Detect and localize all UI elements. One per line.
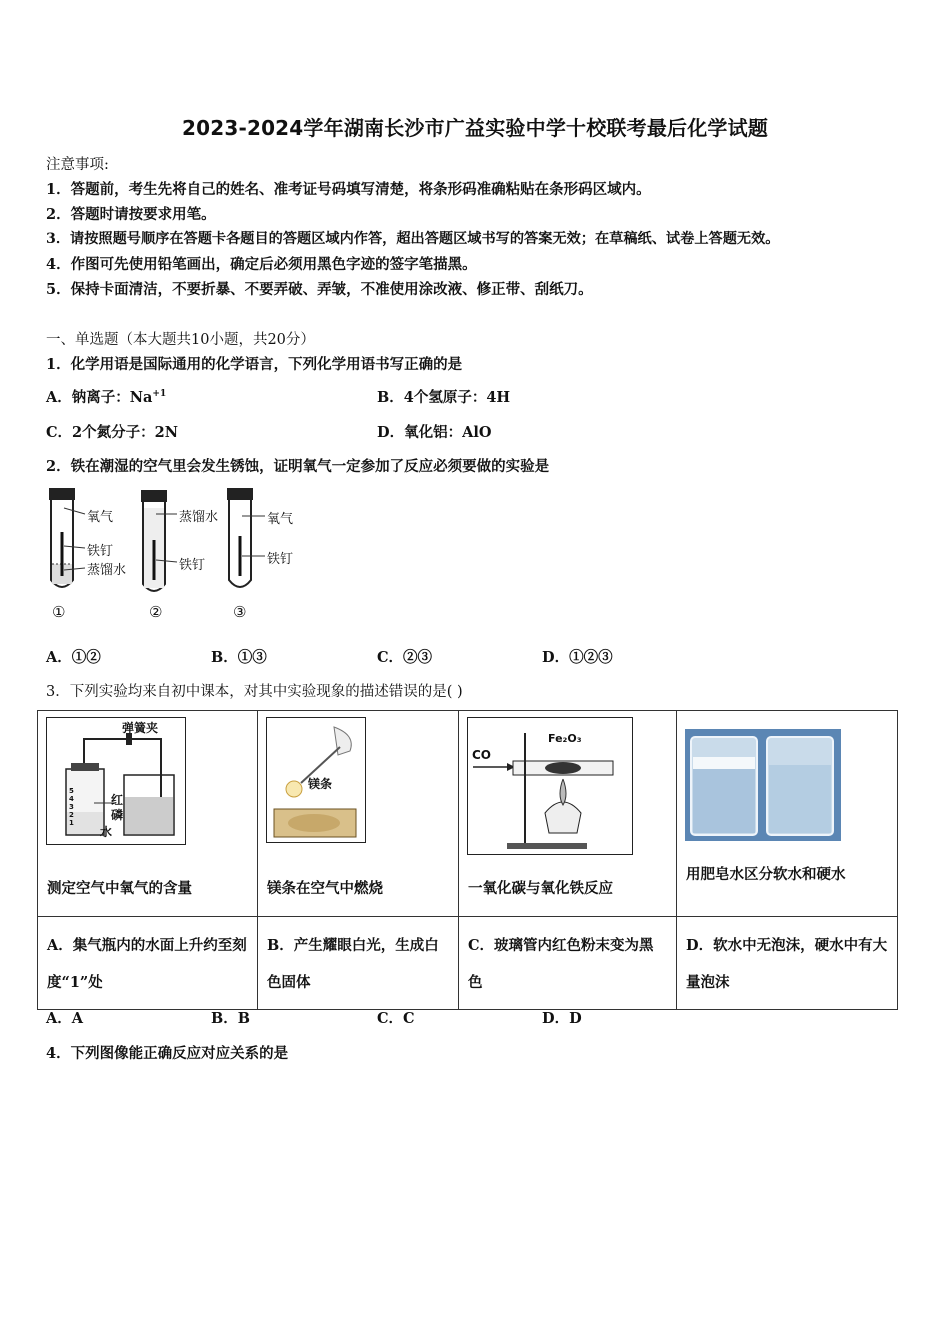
q3-answer-b: B．产生耀眼白光，生成白色固体 [258, 917, 459, 1010]
q3-answer-c: C．玻璃管内红色粉末变为黑色 [459, 917, 677, 1010]
phosphorus-label-1: 红 [111, 793, 124, 807]
q2-option-a: A．①② [46, 649, 101, 666]
soap-water-beakers-figure [685, 729, 841, 841]
tube1-nail-label: 铁钉 [87, 544, 114, 559]
tube2-nail-label: 铁钉 [179, 558, 206, 573]
q3-experiment-table [37, 710, 898, 1010]
notice-item-4: 4．作图可先使用铅笔画出，确定后必须用黑色字迹的签字笔描黑。 [46, 256, 477, 273]
q2-option-d: D．①②③ [542, 649, 613, 666]
tube3-stopper [227, 488, 253, 500]
q3-cell-d-figure [677, 711, 898, 917]
q3-cell-b-figure [258, 711, 459, 917]
section-heading: 一、单选题（本大题共10小题，共20分） [46, 332, 315, 348]
q3-answer-d: D．软水中无泡沫，硬水中有大量泡沫 [677, 917, 898, 1010]
clamp-label: 弹簧夹 [122, 721, 159, 735]
tube1-water-label: 蒸馏水 [87, 563, 127, 578]
oxygen-measure-apparatus-figure [46, 717, 186, 845]
notice-item-2: 2．答题时请按要求用笔。 [46, 206, 216, 223]
notice-item-3: 3．请按照题号顺序在答题卡各题目的答题区域内作答，超出答题区域书写的答案无效；在草稿纸、试卷上答题无效。 [46, 231, 780, 247]
bottle-scale-3: 3 [69, 803, 74, 811]
bottle-scale-5: 5 [69, 787, 74, 795]
notice-heading: 注意事项: [46, 157, 109, 173]
q1-option-b: B．4个氢原子：4H [377, 389, 511, 406]
tube2-number: ② [149, 603, 163, 621]
q3-cell-c-figure [459, 711, 677, 917]
bottle-scale-1: 1 [69, 819, 74, 827]
q1-option-a: A．钠离子：$Na^{+1}$ [46, 389, 167, 406]
tube3-nail-label: 铁钉 [267, 552, 294, 567]
q3-stem: 3．下列实验均来自初中课本，对其中实验现象的描述错误的是( ) [46, 684, 463, 700]
page-title: 2023-2024学年湖南长沙市广益实验中学十校联考最后化学试题 [181, 116, 769, 140]
q3-option-a: A．A [46, 1010, 84, 1027]
q3-cell-a-figure [38, 711, 258, 917]
test-tube-1 [49, 488, 85, 587]
q3-option-c: C．C [377, 1010, 415, 1027]
q3-option-b: B．B [211, 1010, 251, 1027]
fe2o3-label: Fe₂O₃ [548, 732, 582, 745]
tube3-number: ③ [233, 603, 247, 621]
notice-item-1: 1．答题前，考生先将自己的姓名、准考证号码填写清楚，将条形码准确粘贴在条形码区域内。 [46, 181, 651, 198]
tube1-number: ① [52, 603, 66, 621]
q3-answer-a: A．集气瓶内的水面上升约至刻度“1”处 [38, 917, 258, 1010]
water-label: 水 [100, 825, 113, 839]
q1-option-a-charge: +1 [152, 389, 167, 400]
q3-caption-b: 镁条在空气中燃烧 [267, 880, 383, 897]
q1-stem: 1．化学用语是国际通用的化学语言，下列化学用语书写正确的是 [46, 356, 463, 373]
q3-caption-a: 测定空气中氧气的含量 [47, 880, 192, 897]
co-label: CO [472, 748, 492, 762]
q4-stem: 4．下列图像能正确反应对应关系的是 [46, 1045, 289, 1062]
tube2-stopper [141, 490, 167, 502]
q3-option-d: D．D [542, 1010, 582, 1027]
magnesium-ribbon-label: 镁条 [308, 777, 333, 791]
notice-item-5: 5．保持卡面清洁，不要折暴、不要弄破、弄皱，不准使用涂改液、修正带、刮纸刀。 [46, 281, 593, 298]
bottle-scale-2: 2 [69, 811, 74, 819]
tube3-oxygen-label: 氧气 [267, 512, 294, 527]
tube1-stopper [49, 488, 75, 500]
bottle-scale-4: 4 [69, 795, 74, 803]
phosphorus-label-2: 磷 [111, 808, 124, 822]
q2-option-b: B．①③ [211, 649, 267, 666]
q1-option-d: D．氧化铝：AlO [377, 424, 492, 441]
q2-stem: 2．铁在潮湿的空气里会发生锈蚀，证明氧气一定参加了反应必须要做的实验是 [46, 458, 550, 475]
q3-caption-c: 一氧化碳与氧化铁反应 [468, 880, 613, 897]
q2-option-c: C．②③ [377, 649, 433, 666]
q1-option-c: C．2个氮分子：2N [46, 424, 178, 441]
test-tube-3 [227, 488, 265, 587]
tube2-water-label: 蒸馏水 [179, 510, 219, 525]
q3-caption-d: 用肥皂水区分软水和硬水 [686, 866, 846, 883]
tube1-oxygen-label: 氧气 [87, 510, 114, 525]
test-tube-2 [141, 490, 177, 591]
